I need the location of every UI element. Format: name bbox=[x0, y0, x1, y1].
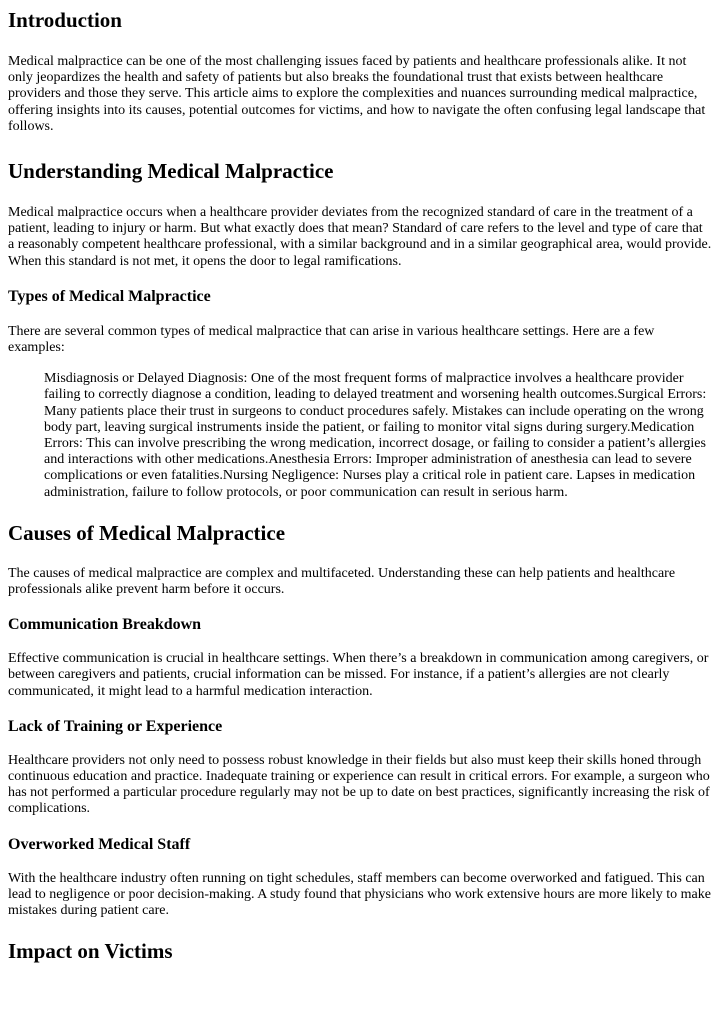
heading-causes-of-medical-malpractice: Causes of Medical Malpractice bbox=[8, 520, 286, 545]
paragraph-overworked-medical-staff: With the healthcare industry often running on tight schedules, staff members can become overworked and fatigued. This can lead to negligence or poor decision-making. A study found that physicians who work extensive hours are more likely to make mistakes during patient care. bbox=[8, 870, 711, 919]
types-list-block: Misdiagnosis or Delayed Diagnosis: One of the most frequent forms of malpractice involves a healthcare provider failing to correctly diagnose a condition, leading to delayed treatment and worsening health outcomes.Surgical Errors: Many patients place their trust in surgeons to conduct procedures safely. Mistakes can include operating on the wrong body part, leaving surgical instruments inside the patient, or failing to monitor vital signs during surgery.Medication Errors: This can involve prescribing the wrong medication, incorrect dosage, or failing to consider a patient’s allergies and interactions with other medications.Anesthesia Errors: Improper administration of anesthesia can lead to severe complications or even fatalities.Nursing Negligence: Nurses play a critical role in patient care. Lapses in medication administration, failure to follow protocols, or poor communication can result in serious harm. bbox=[44, 371, 707, 500]
paragraph-causes-of-medical-malpractice: The causes of medical malpractice are complex and multifaceted. Understanding these can help patients and healthcare professionals alike prevent harm before it occurs. bbox=[8, 565, 676, 598]
heading-communication-breakdown: Communication Breakdown bbox=[8, 616, 202, 634]
heading-introduction: Introduction bbox=[8, 8, 122, 32]
heading-types-of-medical-malpractice: Types of Medical Malpractice bbox=[8, 287, 211, 305]
heading-impact-on-victims: Impact on Victims bbox=[8, 939, 173, 964]
heading-understanding-medical-malpractice: Understanding Medical Malpractice bbox=[8, 159, 334, 184]
paragraph-lack-of-training: Healthcare providers not only need to possess robust knowledge in their fields but also must keep their skills honed through continuous education and practice. Inadequate training or experience can result in critical errors. For example, a surgeon who has not performed a particular procedure regularly may not be up to date on best practices, significantly increasing the risk of complications. bbox=[8, 752, 710, 817]
paragraph-types-of-medical-malpractice: There are several common types of medical malpractice that can arise in various healthcare settings. Here are a few examples: bbox=[8, 323, 655, 356]
paragraph-understanding-medical-malpractice: Medical malpractice occurs when a healthcare provider deviates from the recognized standard of care in the treatment of a patient, leading to injury or harm. But what exactly does that mean? Standard of care refers to the level and type of care that a reasonably competent healthcare professional, with a similar background and in a similar geographical area, would provide. When this standard is not met, it opens the door to legal ramifications. bbox=[8, 205, 712, 269]
paragraph-introduction: Medical malpractice can be one of the most challenging issues faced by patients and healthcare professionals alike. It not only jeopardizes the health and safety of patients but also breaks the foundational trust that exists between healthcare providers and those they serve. This article aims to explore the complexities and nuances surrounding medical malpractice, offering insights into its causes, potential outcomes for victims, and how to navigate the often confusing legal landscape that follows. bbox=[8, 54, 706, 134]
heading-lack-of-training: Lack of Training or Experience bbox=[8, 717, 223, 735]
heading-overworked-medical-staff: Overworked Medical Staff bbox=[8, 835, 191, 853]
paragraph-communication-breakdown: Effective communication is crucial in healthcare settings. When there’s a breakdown in communication among caregivers, or between caregivers and patients, crucial information can be missed. For instance, if a patient’s allergies are not clearly communicated, it might lead to a harmful medication interaction. bbox=[8, 651, 709, 699]
